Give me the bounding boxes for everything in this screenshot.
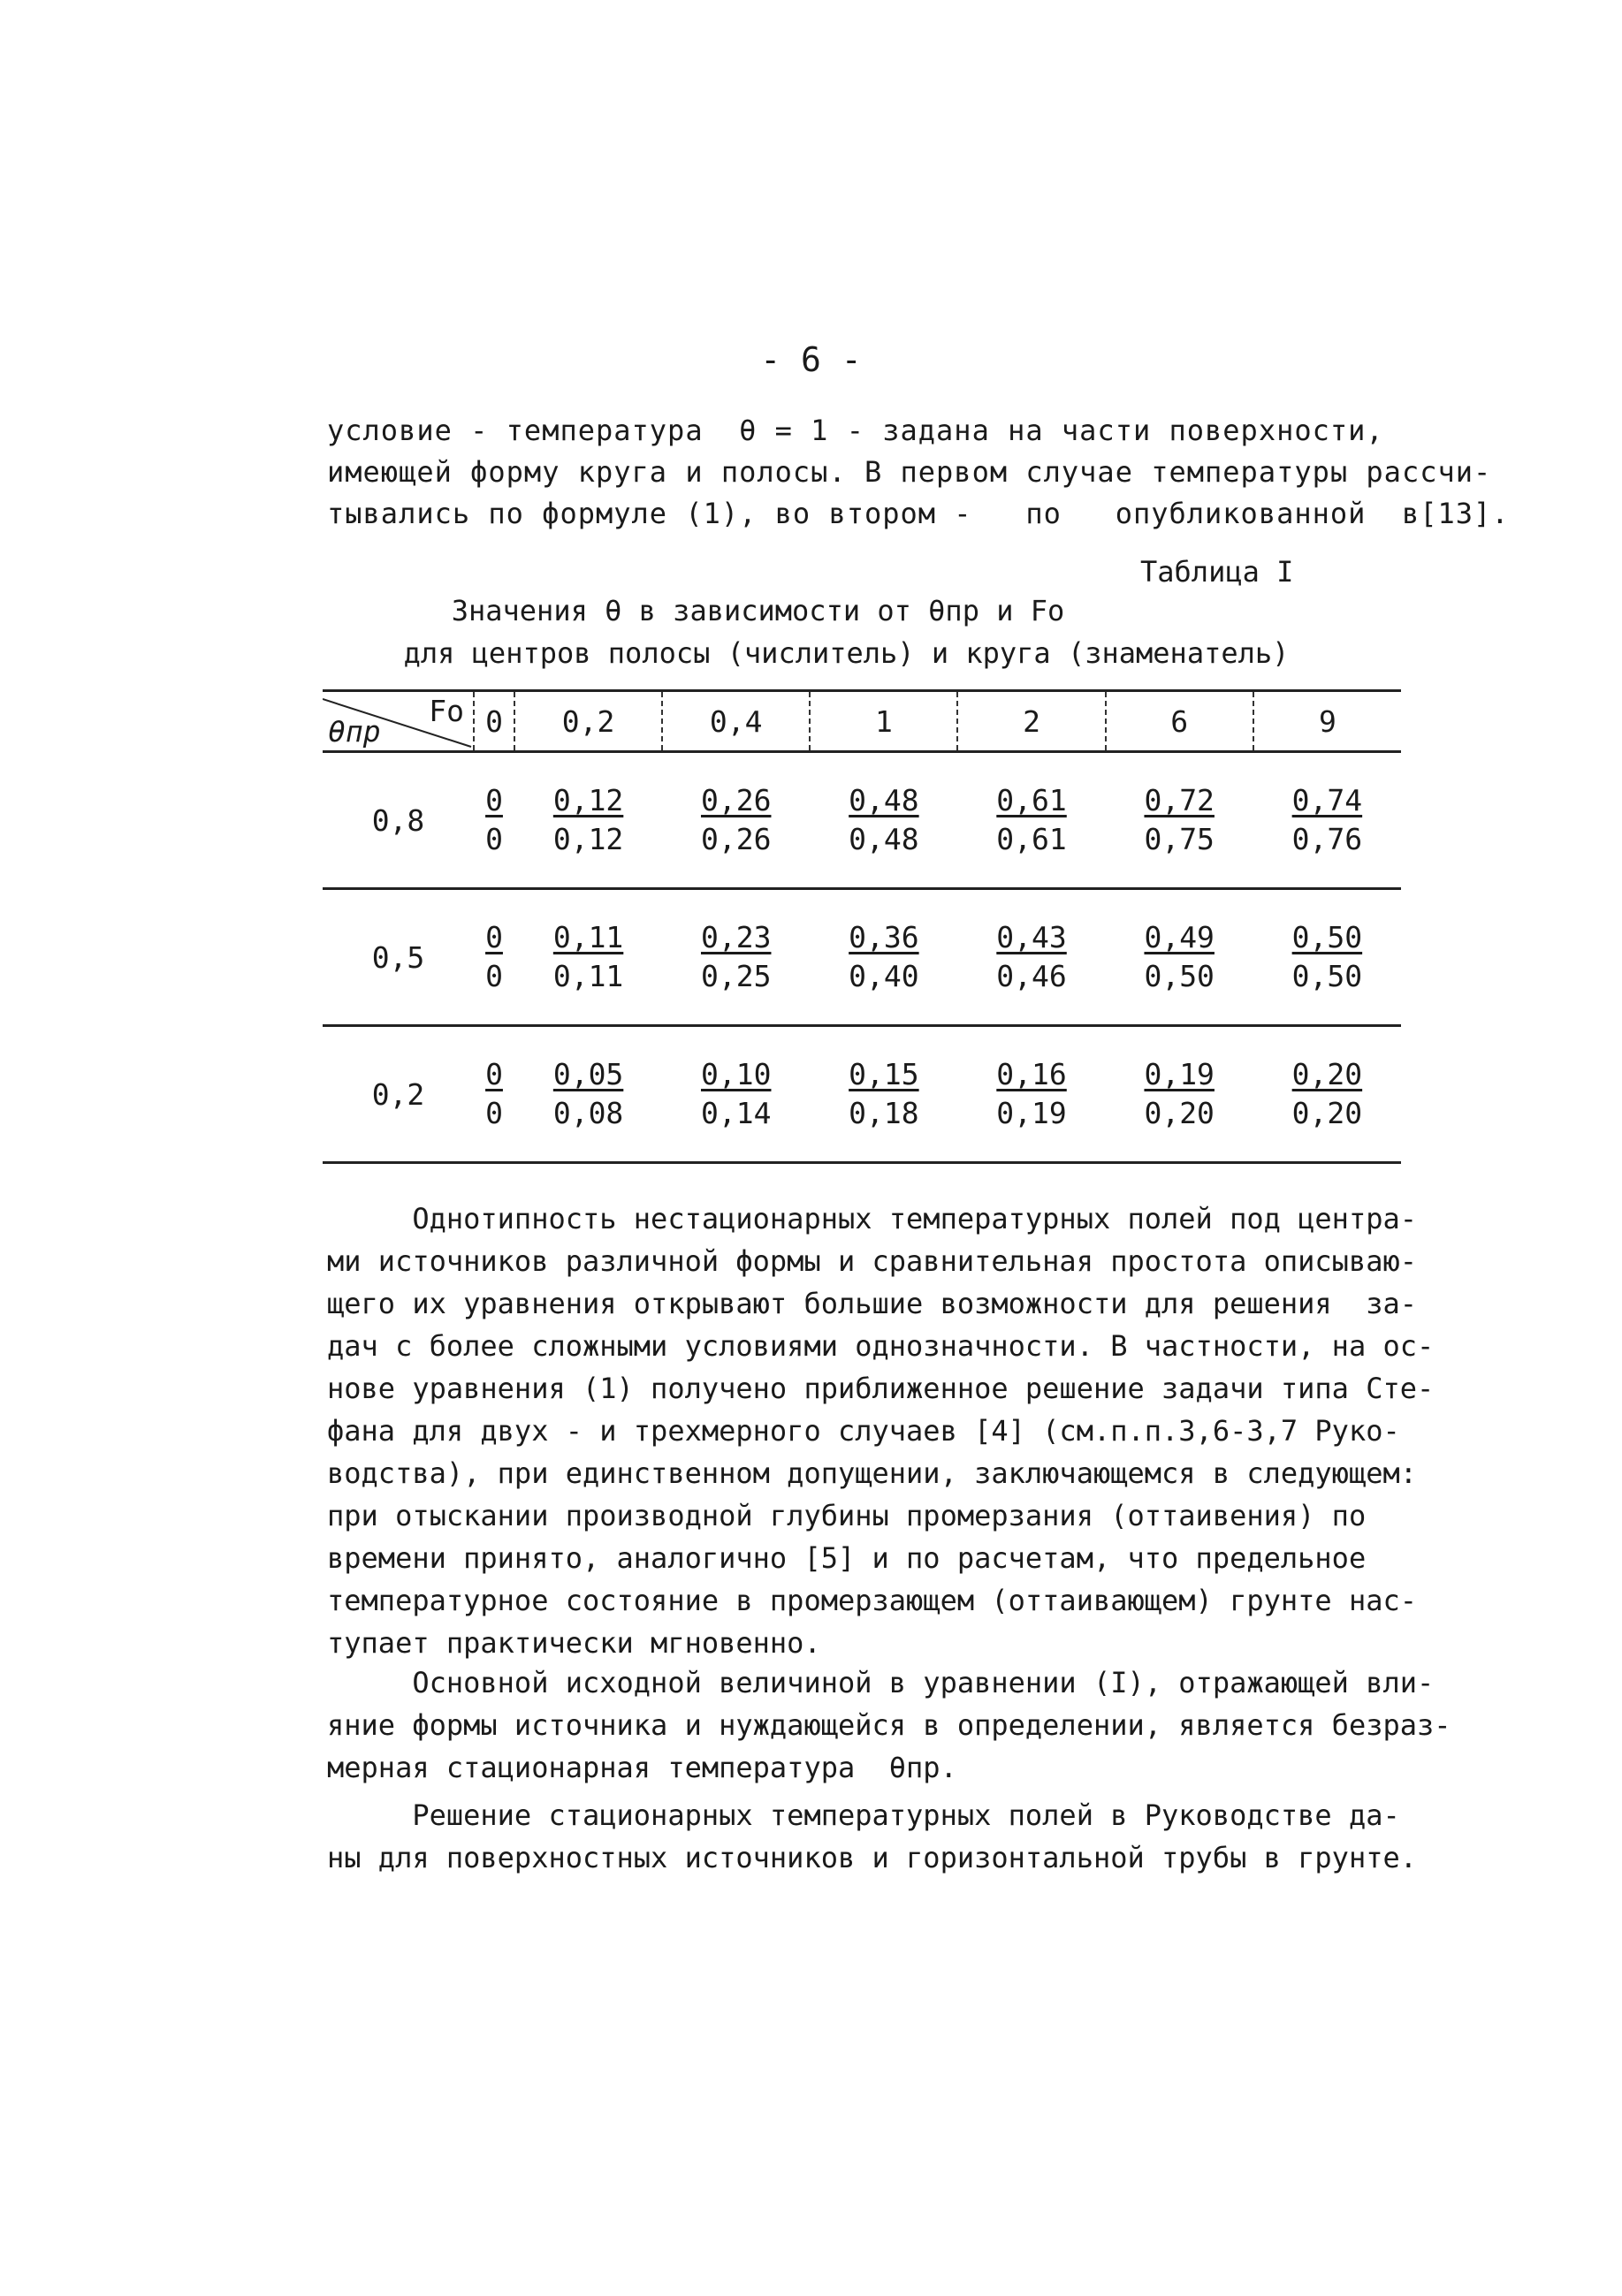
text-line: времени принято, аналогично [5] и по расчетам, что предельное: [327, 1541, 1367, 1575]
page-number: - 6 -: [760, 340, 862, 379]
denominator-circle: 0: [485, 822, 503, 856]
data-table: [323, 689, 1401, 1164]
table-cell: [662, 1026, 810, 1163]
text-line: мерная стационарная температура θпр.: [327, 1751, 957, 1784]
fraction: [1292, 918, 1362, 996]
fraction: [485, 918, 503, 996]
text-line: при отыскании производной глубины промерзания (оттаивения) по: [327, 1499, 1367, 1532]
header-fo-6: 9: [1253, 691, 1401, 752]
denominator-circle: 0: [485, 959, 503, 993]
text-line: щего их уравнения открывают большие возможности для решения за-: [327, 1287, 1417, 1320]
intro-line-2: имеющей форму круга и полосы. В первом случае температуры рассчи-: [327, 455, 1492, 489]
numerator-strip: 0,15: [849, 1057, 919, 1091]
table-cell: [662, 752, 810, 889]
numerator-strip: 0,16: [996, 1057, 1067, 1091]
numerator-strip: 0: [485, 920, 503, 954]
text-line: водства), при единственном допущении, заключающемся в следующем:: [327, 1456, 1417, 1490]
table-cell: [810, 889, 957, 1026]
table-cell: [1253, 889, 1401, 1026]
table-cell: [514, 1026, 662, 1163]
row-label: 0,2: [323, 1026, 474, 1163]
intro-line-3: тывались по формуле (1), во втором - по опубликованной в[13].: [327, 497, 1510, 530]
table-cell: [1106, 1026, 1253, 1163]
denominator-circle: 0,50: [1291, 959, 1363, 993]
fraction: [849, 781, 918, 859]
numerator-strip: 0,36: [849, 920, 919, 954]
numerator-strip: 0,50: [1291, 920, 1363, 954]
numerator-strip: 0,74: [1291, 783, 1363, 817]
denominator-circle: 0,20: [1291, 1096, 1363, 1130]
intro-line-1: условие - температура θ = 1 - задана на части поверхности,: [327, 414, 1384, 447]
text-line: Однотипность нестационарных температурных полей под центра-: [327, 1202, 1417, 1235]
numerator-strip: 0,12: [552, 783, 624, 817]
header-fo-1: 0,2: [514, 691, 662, 752]
fraction: [1144, 918, 1214, 996]
table-cell: [662, 889, 810, 1026]
fraction: [553, 1055, 623, 1133]
denominator-circle: 0,18: [849, 1096, 919, 1130]
denominator-circle: 0,50: [1144, 959, 1215, 993]
denominator-circle: 0,19: [996, 1096, 1067, 1130]
numerator-strip: 0,49: [1144, 920, 1215, 954]
table-cell: [474, 1026, 514, 1163]
data-table-wrapper: [323, 689, 1401, 1164]
numerator-strip: 0,48: [849, 783, 919, 817]
fraction: [553, 918, 623, 996]
header-fo-3: 1: [810, 691, 957, 752]
fraction: [849, 918, 918, 996]
denominator-circle: 0,11: [552, 959, 624, 993]
numerator-strip: 0: [485, 783, 503, 817]
fraction: [1292, 781, 1362, 859]
table-cell: [474, 752, 514, 889]
fraction: [701, 1055, 771, 1133]
table-cell: [1106, 752, 1253, 889]
row-label: 0,8: [323, 752, 474, 889]
header-fo-5: 6: [1106, 691, 1253, 752]
table-cell: [514, 752, 662, 889]
header-fo-0: 0: [474, 691, 514, 752]
denominator-circle: 0,12: [552, 822, 624, 856]
table-cell: [1253, 1026, 1401, 1163]
fraction: [1292, 1055, 1362, 1133]
text-line: нове уравнения (1) получено приближенное решение задачи типа Сте-: [327, 1372, 1435, 1405]
table-row: [323, 752, 1401, 889]
fraction: [1144, 1055, 1214, 1133]
table-cell: [810, 752, 957, 889]
fraction: [701, 781, 771, 859]
denominator-circle: 0,76: [1291, 822, 1363, 856]
fraction: [996, 918, 1066, 996]
denominator-circle: 0,61: [996, 822, 1067, 856]
denominator-circle: 0,26: [700, 822, 772, 856]
paragraph-2: [327, 1661, 1451, 1789]
denominator-circle: 0,46: [996, 959, 1067, 993]
denominator-circle: 0,14: [700, 1096, 772, 1130]
corner-col-label: Fo: [429, 694, 464, 728]
table-label: Таблица I: [1140, 555, 1294, 589]
fraction: [1144, 781, 1214, 859]
row-label: 0,5: [323, 889, 474, 1026]
table-cell: [474, 889, 514, 1026]
table-cell: [514, 889, 662, 1026]
numerator-strip: 0,26: [700, 783, 772, 817]
numerator-strip: 0,20: [1291, 1057, 1363, 1091]
denominator-circle: 0,48: [849, 822, 919, 856]
table-caption-1: Значения θ в зависимости от θпр и Fo: [451, 594, 1065, 627]
numerator-strip: 0: [485, 1057, 503, 1091]
table-body: [323, 752, 1401, 1163]
fraction: [553, 781, 623, 859]
denominator-circle: 0,75: [1144, 822, 1215, 856]
corner-row-label: θпр: [328, 714, 381, 749]
numerator-strip: 0,05: [552, 1057, 624, 1091]
numerator-strip: 0,23: [700, 920, 772, 954]
denominator-circle: 0,20: [1144, 1096, 1215, 1130]
denominator-circle: 0,25: [700, 959, 772, 993]
fraction: [849, 1055, 918, 1133]
table-corner-cell: [323, 691, 474, 752]
text-line: температурное состояние в промерзающем (оттаивающем) грунте нас-: [327, 1584, 1417, 1617]
table-cell: [1253, 752, 1401, 889]
numerator-strip: 0,43: [996, 920, 1067, 954]
header-fo-2: 0,4: [662, 691, 810, 752]
numerator-strip: 0,61: [996, 783, 1067, 817]
text-line: Решение стационарных температурных полей в Руководстве да-: [327, 1798, 1400, 1832]
denominator-circle: 0,08: [552, 1096, 624, 1130]
numerator-strip: 0,10: [700, 1057, 772, 1091]
text-line: дач с более сложными условиями однозначности. В частности, на ос-: [327, 1329, 1435, 1363]
fraction: [485, 1055, 503, 1133]
table-cell: [957, 889, 1105, 1026]
table-row: [323, 889, 1401, 1026]
numerator-strip: 0,11: [552, 920, 624, 954]
table-caption-2: для центров полосы (числитель) и круга (знаменатель): [403, 636, 1290, 670]
fraction: [485, 781, 503, 859]
numerator-strip: 0,19: [1144, 1057, 1215, 1091]
denominator-circle: 0: [485, 1096, 503, 1130]
table-cell: [1106, 889, 1253, 1026]
text-line: ны для поверхностных источников и горизонтальной трубы в грунте.: [327, 1841, 1417, 1874]
numerator-strip: 0,72: [1144, 783, 1215, 817]
header-fo-4: 2: [957, 691, 1105, 752]
text-line: фана для двух - и трехмерного случаев [4] (см.п.п.3,6-3,7 Руко-: [327, 1414, 1400, 1448]
table-header-row: [323, 691, 1401, 752]
paragraph-3: [327, 1794, 1423, 1879]
table-cell: [957, 1026, 1105, 1163]
paragraph-1: [327, 1197, 1435, 1664]
table-row: [323, 1026, 1401, 1163]
text-line: тупает практически мгновенно.: [327, 1626, 821, 1660]
text-line: ми источников различной формы и сравнительная простота описываю-: [327, 1244, 1417, 1278]
text-line: Основной исходной величиной в уравнении (I), отражающей вли-: [327, 1666, 1435, 1699]
table-cell: [810, 1026, 957, 1163]
text-line: яние формы источника и нуждающейся в определении, является безраз-: [327, 1708, 1451, 1742]
table-cell: [957, 752, 1105, 889]
fraction: [701, 918, 771, 996]
fraction: [996, 1055, 1066, 1133]
fraction: [996, 781, 1066, 859]
denominator-circle: 0,40: [849, 959, 919, 993]
